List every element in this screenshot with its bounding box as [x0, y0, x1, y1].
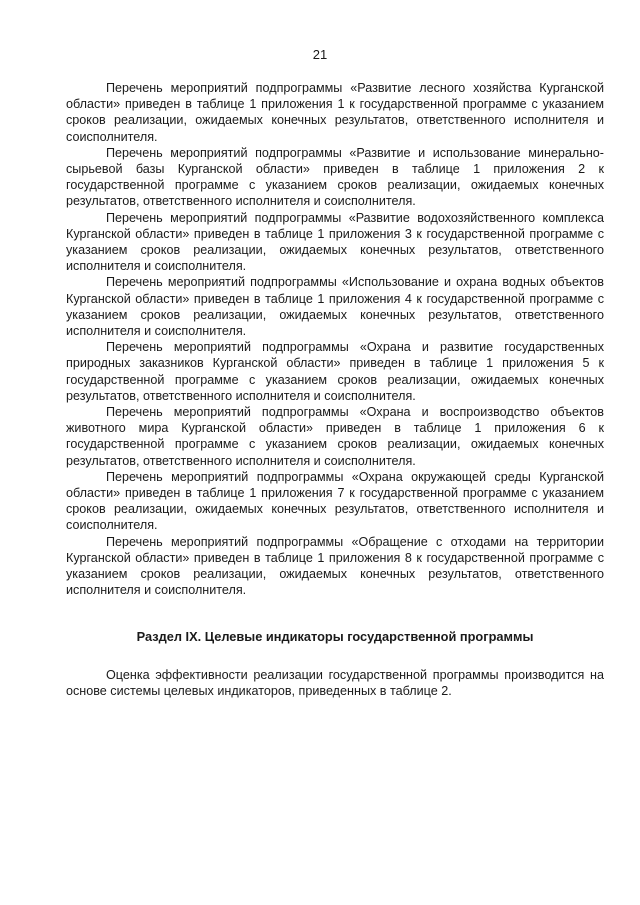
paragraph-nature-reserves: Перечень мероприятий подпрограммы «Охрана и развитие государственных природных заказников Курганской области» приведен в таблице 1 приложения 5 к государственной программе с указанием сроков реализации, ожидаемых конечных результатов, ответственного исполнителя и соисполнителя. — [66, 340, 604, 403]
paragraph-forestry: Перечень мероприятий подпрограммы «Развитие лесного хозяйства Курганской области» приведен в таблице 1 приложения 1 к государственной программе с указанием сроков реализации, ожидаемых конечных результатов, ответственного исполнителя и соисполнителя. — [66, 81, 604, 144]
page-body — [66, 80, 604, 699]
paragraph-water-management: Перечень мероприятий подпрограммы «Развитие водохозяйственного комплекса Курганской области» приведен в таблице 1 приложения 3 к государственной программе с указанием сроков реализации, ожидаемых конечных результатов, ответственного исполнителя и соисполнителя. — [66, 210, 604, 274]
paragraph-waste: Перечень мероприятий подпрограммы «Обращение с отходами на территории Курганской области» приведен в таблице 1 приложения 8 к государственной программе с указанием сроков реализации, ожидаемых конечных результатов, ответственного исполнителя и соисполнителя. — [66, 534, 604, 598]
page-number: 21 — [312, 47, 328, 62]
section-paragraph: Оценка эффективности реализации государственной программы производится на основе системы целевых индикаторов, приведенных в таблице 2. — [66, 667, 604, 698]
paragraph-wildlife: Перечень мероприятий подпрограммы «Охрана и воспроизводство объектов животного мира Курганской области» приведен в таблице 1 приложения 6 к государственной программе с указанием сроков реализации, ожидаемых конечных результатов, ответственного исполнителя и соисполнителя. — [66, 405, 604, 468]
section-heading: Раздел IX. Целевые индикаторы государственной программы — [136, 628, 534, 644]
paragraph-mineral-resources: Перечень мероприятий подпрограммы «Развитие и использование минерально-сырьевой базы Курганской области» приведен в таблице 1 приложения 2 к государственной программе с указанием сроков реализации, ожидаемых конечных результатов, ответственного исполнителя и соисполнителя. — [66, 145, 604, 209]
paragraph-environment: Перечень мероприятий подпрограммы «Охрана окружающей среды Курганской области» приведен в таблице 1 приложения 7 к государственной программе с указанием сроков реализации, ожидаемых конечных результатов, ответственного исполнителя и соисполнителя. — [66, 469, 604, 533]
paragraph-water-bodies: Перечень мероприятий подпрограммы «Использование и охрана водных объектов Курганской области» приведен в таблице 1 приложения 4 к государственной программе с указанием сроков реализации, ожидаемых конечных результатов, ответственного исполнителя и соисполнителя. — [66, 275, 604, 339]
